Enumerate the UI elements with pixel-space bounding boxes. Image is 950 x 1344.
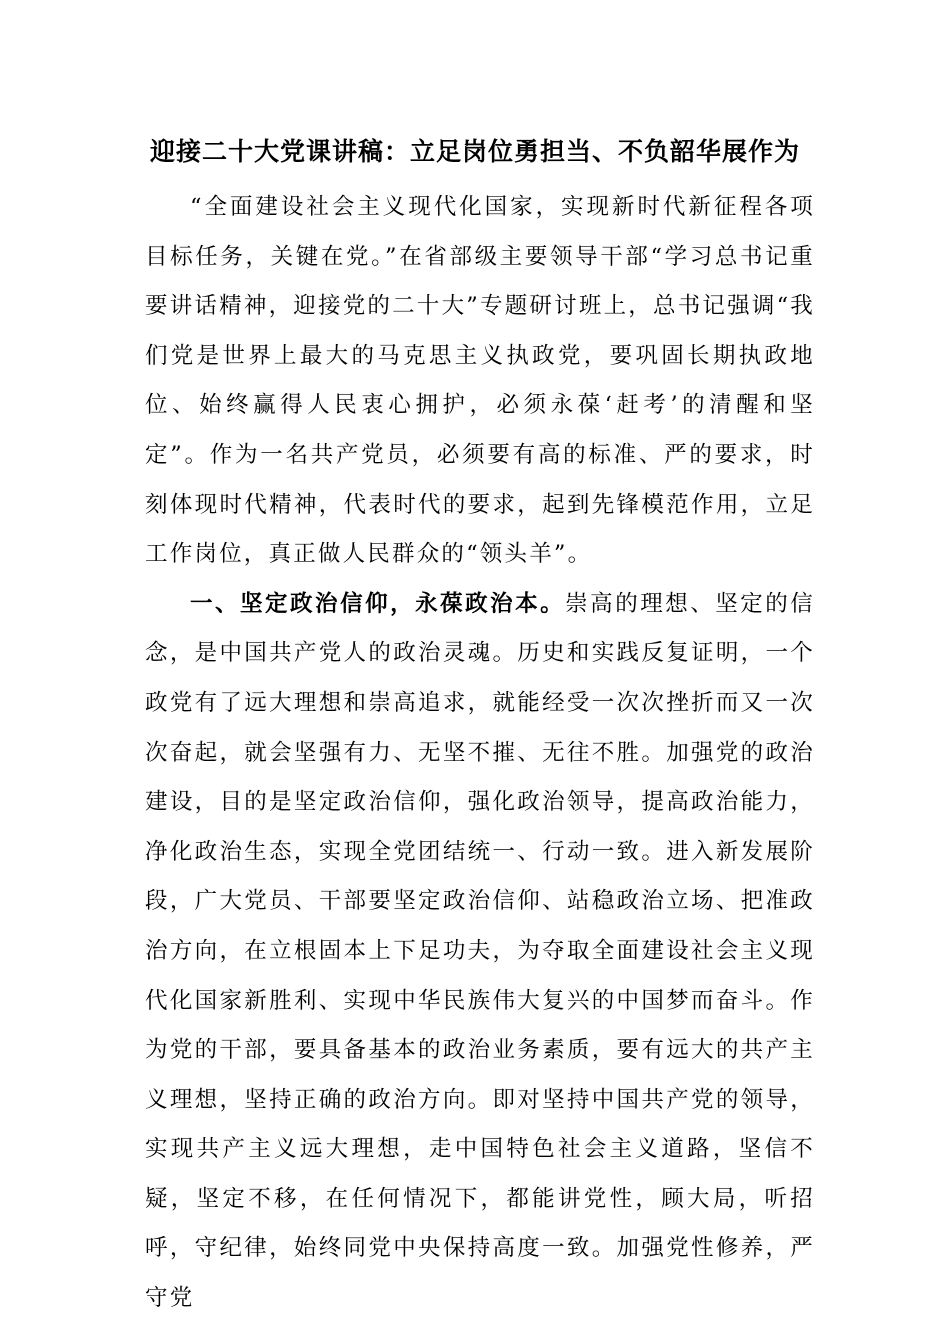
section-1-text: 崇高的理想、坚定的信念，是中国共产党人的政治灵魂。历史和实践反复证明，一个政党有了远大理想和崇高追求，就能经受一次次挫折而又一次次奋起，就会坚强有力、无坚不摧、无往不胜。加强党的政治建设，目的是坚定政治信仰，强化政治领导，提高政治能力，净化政治生态，实现全党团结统一、行动一致。进入新发展阶段，广大党员、干部要坚定政治信仰、站稳政治立场、把准政治方向，在立根固本上下足功夫，为夺取全面建设社会主义现代化国家新胜利、实现中华民族伟大复兴的中国梦而奋斗。作为党的干部，要具备基本的政治业务素质，要有远大的共产主义理想，坚持正确的政治方向。即对坚持中国共产党的领导，实现共产主义远大理想，走中国特色社会主义道路，坚信不疑，坚定不移，在任何情况下，都能讲党性，顾大局，听招呼，守纪律，始终同党中央保持高度一致。加强党性修养，严守党 <box>145 590 815 1312</box>
paragraph-intro-text: “全面建设社会主义现代化国家，实现新时代新征程各项目标任务，关键在党。”在省部级主要领导干部“学习总书记重要讲话精神，迎接党的二十大”专题研讨班上，总书记强调“我们党是世界上最大的马克思主义执政党，要巩固长期执政地位、始终赢得人民衷心拥护，必须永葆‘赶考’的清醒和坚定”。作为一名共产党员，必须要有高的标准、严的要求，时刻体现时代精神，代表时代的要求，起到先锋模范作用，立足工作岗位，真正做人民群众的“领头羊”。 <box>145 194 815 568</box>
section-1-heading: 一、坚定政治信仰，永葆政治本。 <box>190 590 566 617</box>
document-body <box>145 183 815 1324</box>
paragraph-section-1 <box>145 580 815 1324</box>
document-title: 迎接二十大党课讲稿：立足岗位勇担当、不负韶华展作为 <box>149 137 800 166</box>
paragraph-intro <box>145 183 815 580</box>
